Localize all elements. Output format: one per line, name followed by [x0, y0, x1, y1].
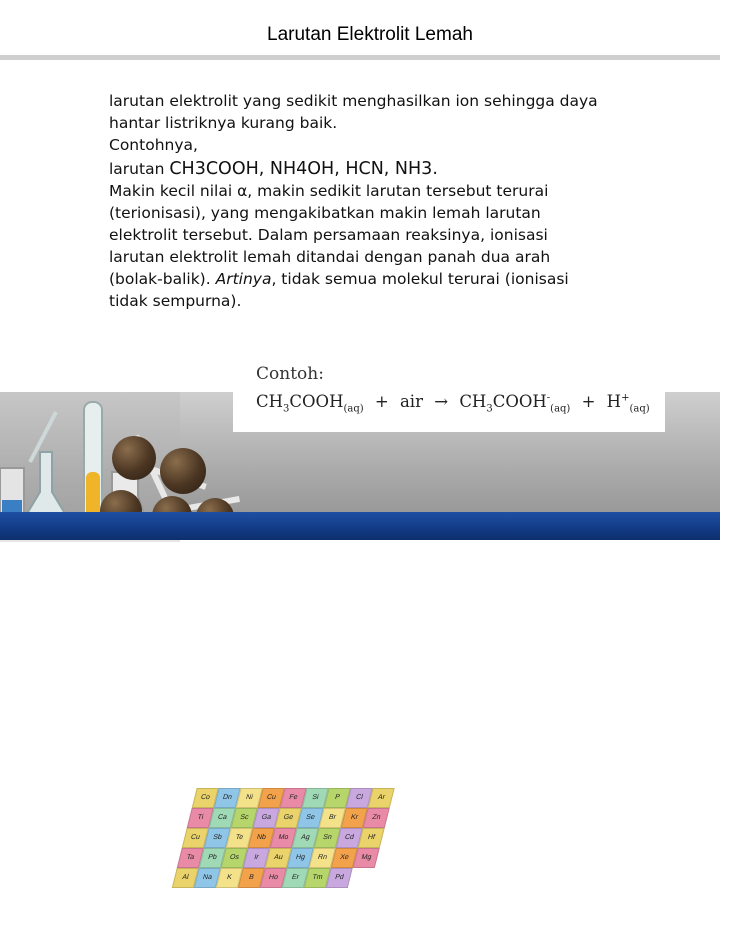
periodic-cell: Ho [260, 868, 287, 888]
periodic-cell: Au [265, 848, 292, 868]
periodic-cell: Sn [314, 828, 341, 848]
equation-box [233, 360, 665, 432]
periodic-cell: Ta [177, 848, 204, 868]
periodic-cell: Ar [368, 788, 395, 808]
periodic-cell: Cd [336, 828, 363, 848]
reactant-sub: 3 [283, 403, 290, 415]
periodic-cell: Te [226, 828, 253, 848]
periodic-cell: Se [297, 808, 324, 828]
periodic-cell: B [238, 868, 265, 888]
model-atom [112, 436, 156, 480]
artinya-text: , tidak semua molekul terurai (ionisasi tidak sempurna). [109, 270, 569, 310]
periodic-cell: Dn [214, 788, 241, 808]
periodic-cell: Fe [280, 788, 307, 808]
periodic-cell: Cu [258, 788, 285, 808]
periodic-cell: Rn [309, 848, 336, 868]
periodic-cell: Ti [187, 808, 214, 828]
product-cooh: COOH [492, 392, 547, 411]
title-divider [0, 55, 720, 60]
example-line [109, 158, 604, 180]
periodic-cell: Ca [209, 808, 236, 828]
plus-sign: + [581, 392, 596, 411]
ionization-equation [256, 392, 666, 414]
product-h-charge: + [621, 392, 630, 404]
periodic-cell: Si [302, 788, 329, 808]
plus-sign: + [374, 392, 389, 411]
slide-body [109, 90, 604, 312]
periodic-cell: Cl [346, 788, 373, 808]
periodic-cell: Na [194, 868, 221, 888]
product-state: (aq) [550, 403, 571, 415]
periodic-cell: Al [172, 868, 199, 888]
periodic-cell: Ag [292, 828, 319, 848]
reactant-ch: CH [256, 392, 284, 411]
model-atom [160, 448, 206, 494]
periodic-cell: Hg [287, 848, 314, 868]
example-suffix: . [432, 159, 438, 179]
reactant-state: (aq) [343, 403, 364, 415]
blue-footer-band [0, 512, 720, 540]
periodic-cell: K [216, 868, 243, 888]
periodic-cell: Pb [199, 848, 226, 868]
reactant [256, 392, 364, 415]
slide-title: Larutan Elektrolit Lemah [267, 24, 473, 45]
reactant-cooh: COOH [289, 392, 344, 411]
periodic-cell: Br [319, 808, 346, 828]
reaction-arrow: → [434, 392, 449, 411]
periodic-cell: Mg [353, 848, 380, 868]
periodic-table-image [159, 788, 396, 938]
example-prefix: larutan [109, 160, 170, 178]
periodic-cell: Zn [363, 808, 390, 828]
periodic-cell: Sb [204, 828, 231, 848]
equation-label: Contoh: [256, 364, 324, 384]
periodic-cell: Er [282, 868, 309, 888]
periodic-cell: Pd [326, 868, 353, 888]
ionization-paragraph [109, 180, 604, 312]
product-charge: - [546, 392, 551, 404]
periodic-cell: Cu [182, 828, 209, 848]
periodic-cell: Kr [341, 808, 368, 828]
ionization-text: Makin kecil nilai α, makin sedikit larutan tersebut terurai (terionisasi), yang mengakibatkan makin lemah larutan elektrolit tersebut. Dalam persamaan reaksinya, ionisasi larutan elektrolit lemah ditandai dengan panah dua arah (bolak-balik). [109, 182, 551, 288]
product-hydrogen [606, 392, 650, 415]
periodic-cell: P [324, 788, 351, 808]
periodic-cell: Mo [270, 828, 297, 848]
definition-text: larutan elektrolit yang sedikit menghasilkan ion sehingga daya hantar listriknya kurang baik. [109, 92, 598, 132]
product-ch: CH [459, 392, 487, 411]
periodic-cell: Os [221, 848, 248, 868]
product-acetate [459, 392, 571, 415]
example-intro: Contohnya, [109, 136, 198, 154]
periodic-cell: Ga [253, 808, 280, 828]
product-h: H [606, 392, 622, 411]
periodic-cell: Hf [358, 828, 385, 848]
example-compounds: CH3COOH, NH4OH, HCN, NH3 [169, 159, 433, 179]
periodic-cell: Ir [243, 848, 270, 868]
periodic-cell: Co [192, 788, 219, 808]
water: air [399, 392, 423, 411]
periodic-cell: Ni [236, 788, 263, 808]
product-h-state: (aq) [629, 403, 650, 415]
periodic-cell: Nb [248, 828, 275, 848]
periodic-cell: Xe [331, 848, 358, 868]
product-sub: 3 [486, 403, 493, 415]
artinya-label: Artinya [215, 270, 272, 288]
periodic-cell: Sc [231, 808, 258, 828]
periodic-cell: Ge [275, 808, 302, 828]
periodic-cell: Tm [304, 868, 331, 888]
